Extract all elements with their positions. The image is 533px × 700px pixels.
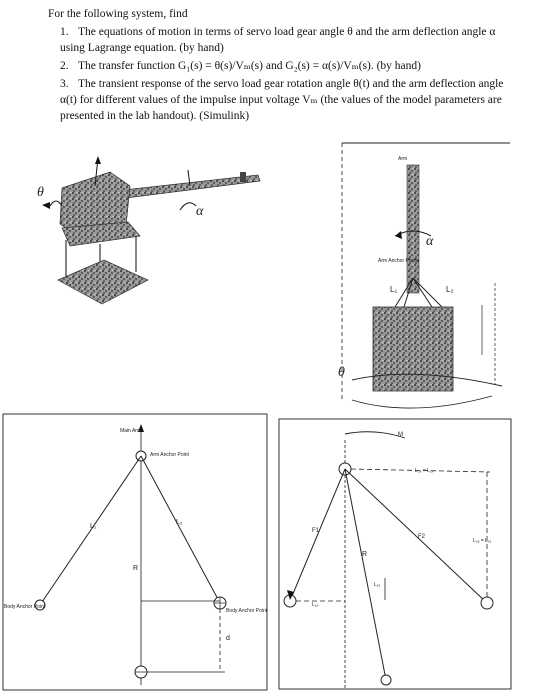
question-text: The transfer function G₁(s) = θ(s)/Vₘ(s) and G₂(s) = α(s)/Vₘ(s). (by hand): [78, 60, 421, 72]
diagram-frame: [279, 419, 511, 689]
arm-anchor-point-label: Arm Anchor Point: [150, 452, 189, 458]
cable-left: [290, 469, 345, 601]
vertical-arm: [407, 165, 419, 293]
force-diagram-right: [279, 419, 511, 690]
r-label: R: [362, 551, 368, 558]
body-anchor-right: [481, 597, 493, 609]
r-label: R: [133, 565, 139, 572]
f2-label: F2: [418, 534, 426, 540]
l-label: L₂ₓ = L₁ₓ: [415, 468, 434, 474]
l1-label: L₁: [390, 285, 398, 294]
m-label: M: [398, 432, 403, 438]
bottom-point: [381, 675, 391, 685]
body-block: [373, 307, 453, 391]
ly-label: L₂ᵧ = L₁ᵧ: [473, 538, 492, 544]
arm-top-view: [338, 143, 510, 408]
diagram-frame: [3, 414, 267, 690]
theta-label: θ: [338, 365, 345, 380]
arm-label: Arm: [398, 156, 408, 162]
cable-right: [141, 456, 220, 603]
question-number: 3.: [60, 78, 69, 90]
body-anchor-right-label: Body Anchor Point: [226, 608, 268, 614]
arm-anchor-label: Arm Anchor Points: [378, 258, 420, 264]
l2-label: L₂: [446, 285, 454, 294]
cable-right: [345, 469, 487, 603]
body-anchor-left-label: Body Anchor Point: [4, 604, 46, 610]
servo-arm-sketch: [37, 156, 260, 304]
question-number: 1.: [60, 26, 69, 38]
geometry-diagram-left: [3, 414, 268, 690]
base-plate: [58, 260, 148, 304]
l2-label: L₂: [176, 519, 183, 526]
question-text: The transient response of the servo load gear rotation angle θ(t) and the arm deflection angle α(t) for different values of the impulse input voltage Vₘ (the values of the model parameters are presented in the lab handout). (Simulink): [60, 78, 504, 122]
main-arm-label: Main Arm: [120, 428, 142, 434]
lx-label: L₁ₓ: [312, 602, 319, 608]
f1-label: F1: [312, 528, 320, 534]
alpha-label: α: [426, 234, 434, 249]
arm-beam: [115, 175, 260, 199]
l1-label: L₁: [90, 523, 97, 530]
alpha-label: α: [196, 204, 204, 219]
d-label: d: [226, 635, 230, 642]
small-label: L₁ᵧ: [374, 582, 381, 588]
cable-left: [40, 456, 141, 605]
arm-tip: [240, 172, 246, 182]
theta-label: θ: [37, 185, 44, 200]
intro-text: For the following system, find: [48, 8, 188, 20]
question-text: The equations of motion in terms of servo load gear angle θ and the arm deflection angle α using Lagrange equation. (by hand): [60, 26, 496, 54]
r-line: [345, 469, 386, 680]
question-number: 2.: [60, 60, 69, 72]
